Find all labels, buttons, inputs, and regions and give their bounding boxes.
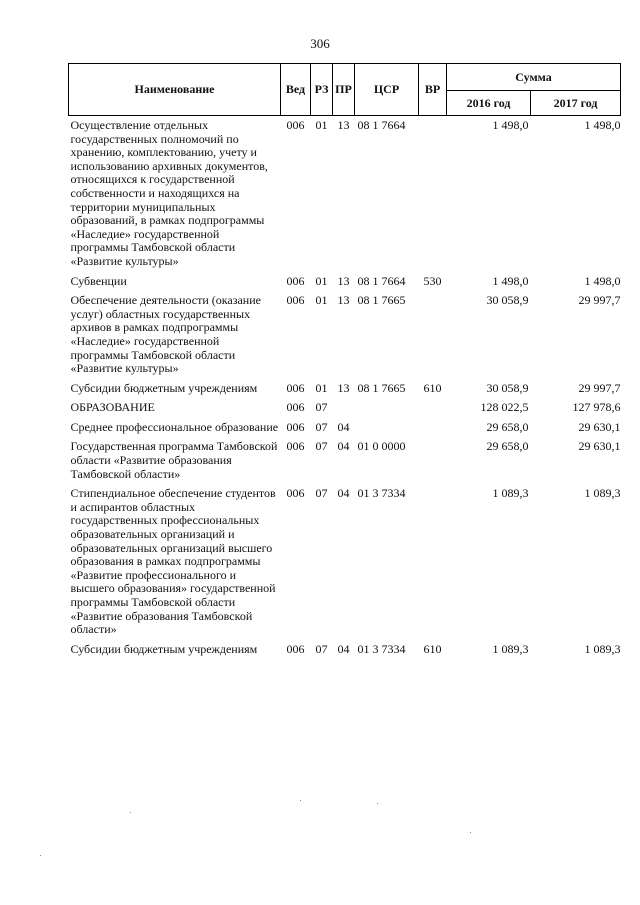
table-row <box>69 398 621 418</box>
row-rz: 01 <box>315 380 328 395</box>
row-ved: 006 <box>286 380 305 395</box>
row-sum-2017: 29 997,7 <box>578 293 621 308</box>
row-sum-2016: 1 498,0 <box>492 118 529 132</box>
scan-speck <box>377 803 378 804</box>
row-vr <box>419 484 447 640</box>
budget-table <box>68 63 621 659</box>
row-csr: 08 1 7664 <box>357 273 406 288</box>
row-name: Среднее профессиональное образование <box>70 419 279 434</box>
scan-speck <box>470 832 471 833</box>
row-sum-2016: 1 089,3 <box>492 486 529 501</box>
row-vr <box>419 418 447 438</box>
row-name: Субвенции <box>70 273 127 288</box>
row-ved: 006 <box>286 486 305 501</box>
scan-speck <box>130 812 131 813</box>
table-row <box>69 640 621 660</box>
header-name: Наименование <box>69 64 281 116</box>
row-ved: 006 <box>286 400 305 415</box>
row-sum-2017: 1 089,3 <box>584 641 621 656</box>
row-pr: 04 <box>337 439 350 454</box>
row-rz: 01 <box>315 118 328 132</box>
row-pr: 13 <box>337 273 350 288</box>
row-rz: 07 <box>315 400 328 415</box>
header-year-2017: 2017 год <box>531 91 621 116</box>
row-csr: 08 1 7665 <box>357 293 406 308</box>
row-sum-2016: 30 058,9 <box>486 293 529 308</box>
row-rz: 01 <box>315 273 328 288</box>
row-sum-2016: 29 658,0 <box>486 439 529 454</box>
row-pr: 04 <box>337 486 350 501</box>
row-vr: 610 <box>423 641 442 656</box>
row-name: Субсидии бюджетным учреждениям <box>70 641 258 656</box>
page-number: 306 <box>310 36 330 51</box>
row-vr <box>419 398 447 418</box>
row-vr <box>419 437 447 484</box>
row-vr <box>419 291 447 379</box>
row-pr <box>333 398 355 418</box>
table-row <box>69 484 621 640</box>
table-row <box>69 379 621 399</box>
table-header <box>69 64 621 116</box>
header-sum: Сумма <box>447 64 621 91</box>
row-rz: 01 <box>315 293 328 308</box>
row-sum-2017: 1 089,3 <box>584 486 621 501</box>
row-ved: 006 <box>286 293 305 308</box>
header-vr: ВР <box>419 64 447 116</box>
row-sum-2016: 30 058,9 <box>486 380 529 395</box>
row-sum-2017: 1 498,0 <box>584 118 621 132</box>
row-sum-2016: 1 498,0 <box>492 273 529 288</box>
row-pr: 13 <box>337 118 350 132</box>
row-pr: 13 <box>337 380 350 395</box>
row-pr: 13 <box>337 293 350 308</box>
table-row <box>69 272 621 292</box>
row-rz: 07 <box>315 419 328 434</box>
header-rz: РЗ <box>311 64 333 116</box>
header-csr: ЦСР <box>355 64 419 116</box>
row-rz: 07 <box>315 641 328 656</box>
row-name: Обеспечение деятельности (оказание услуг) областных государственных архивов в рамках подпрограммы «Наследие» государственной программы Тамбовской области «Развитие культуры» <box>70 293 261 376</box>
row-name: Субсидии бюджетным учреждениям <box>70 380 258 395</box>
row-csr: 01 3 7334 <box>357 486 406 501</box>
scan-speck <box>40 855 41 856</box>
row-sum-2016: 128 022,5 <box>480 400 529 415</box>
row-ved: 006 <box>286 273 305 288</box>
row-ved: 006 <box>286 419 305 434</box>
row-ved: 006 <box>286 118 305 132</box>
row-csr: 01 3 7334 <box>357 641 406 656</box>
row-vr: 610 <box>423 380 442 395</box>
row-csr <box>355 398 419 418</box>
row-name: Стипендиальное обеспечение студентов и аспирантов областных государственных профессиональных образовательных организаций и образовательных организаций высшего образования в рамках подпрограммы «Развитие профессионального и высшего образования» государственной программы Тамбовской области «Развитие образования Тамбовской области» <box>70 486 276 637</box>
table-row <box>69 116 621 272</box>
row-sum-2016: 1 089,3 <box>492 641 529 656</box>
table-row <box>69 291 621 379</box>
row-rz: 07 <box>315 439 328 454</box>
row-csr: 08 1 7664 <box>357 118 406 132</box>
row-sum-2017: 1 498,0 <box>584 273 621 288</box>
row-csr <box>355 418 419 438</box>
row-name: Государственная программа Тамбовской области «Развитие образования Тамбовской области» <box>70 439 278 481</box>
table-row <box>69 418 621 438</box>
row-sum-2017: 29 630,1 <box>578 439 621 454</box>
row-name: Осуществление отдельных государственных полномочий по хранению, комплектованию, учету и использованию архивных документов, относящихся к государственной собственности и находящихся на территории муниципальных образований, в рамках подпрограммы «Наследие» государственной программы Тамбовской области «Развитие культуры» <box>70 118 268 268</box>
header-year-2016: 2016 год <box>447 91 531 116</box>
row-ved: 006 <box>286 439 305 454</box>
row-rz: 07 <box>315 486 328 501</box>
header-pr: ПР <box>333 64 355 116</box>
row-sum-2017: 29 997,7 <box>578 380 621 395</box>
header-ved: Вед <box>281 64 311 116</box>
row-sum-2017: 127 978,6 <box>572 400 621 415</box>
row-sum-2017: 29 630,1 <box>578 419 621 434</box>
table-body <box>69 116 621 660</box>
scan-speck <box>300 800 301 801</box>
row-csr: 08 1 7665 <box>357 380 406 395</box>
row-vr: 530 <box>423 273 442 288</box>
row-name: ОБРАЗОВАНИЕ <box>70 400 155 415</box>
row-vr <box>419 116 447 272</box>
row-ved: 006 <box>286 641 305 656</box>
row-pr: 04 <box>337 641 350 656</box>
table-row <box>69 437 621 484</box>
row-sum-2016: 29 658,0 <box>486 419 529 434</box>
row-pr: 04 <box>337 419 350 434</box>
row-csr: 01 0 0000 <box>357 439 406 454</box>
